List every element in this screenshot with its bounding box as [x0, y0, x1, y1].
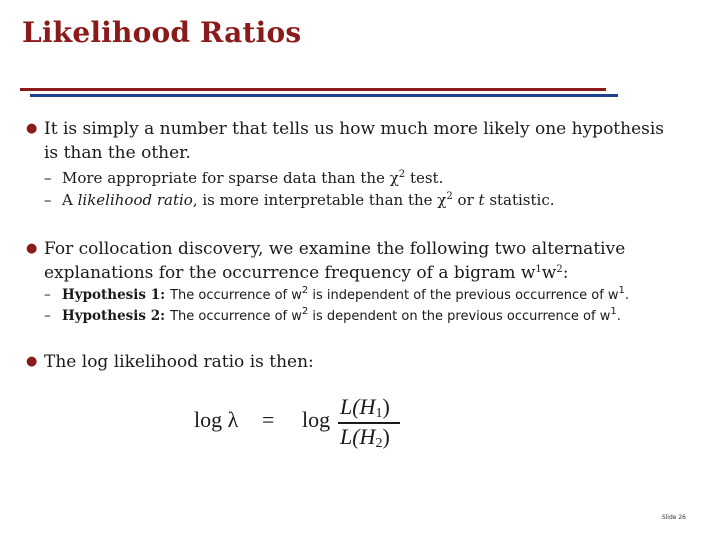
log-likelihood-equation [192, 396, 412, 450]
hypothesis-1: – Hypothesis 1: The occurrence of $w^2$ is independent of the previous occurrence of $w^1$. [44, 285, 684, 306]
dash-icon: – [44, 169, 52, 187]
equation-denominator: $L(H_2)$ [340, 424, 390, 451]
equation-lhs: log λ [194, 407, 239, 432]
title-rule-blue [30, 94, 618, 97]
title-rule-red [20, 88, 606, 91]
dash-icon: – [44, 308, 51, 324]
dash-icon: – [44, 191, 52, 209]
bullet-2 [26, 237, 666, 285]
equation-numerator: $L(H_1)$ [340, 394, 390, 421]
bullet-1-sub-1: – More appropriate for sparse data than the $\chi^2$ test. [44, 169, 444, 187]
equation-equals: = [262, 407, 275, 432]
bullet-1-text: It is simply a number that tells us how much more likely one hypothesis is than the other. [44, 119, 665, 163]
bullet-2-text: For collocation discovery, we examine the following two alternative explanations for the occurrence frequency of a bigram $w^1w^2$: [44, 239, 626, 283]
bullet-1-sub-2: – A likelihood ratio, is more interpretable than the $\chi^2$ or t statistic. [44, 191, 555, 209]
slide-number: Slide 26 [661, 514, 686, 521]
bullet-3-text: The log likelihood ratio is then: [44, 352, 314, 372]
hypothesis-2: – Hypothesis 2: The occurrence of $w^2$ is dependent on the previous occurrence of $w^1$. [44, 306, 684, 327]
bullet-dot-icon: ● [26, 121, 38, 136]
dash-icon: – [44, 287, 51, 303]
bullet-dot-icon: ● [26, 354, 38, 369]
bullet-1 [26, 117, 666, 165]
slide-title: Likelihood Ratios [22, 16, 302, 49]
bullet-3 [26, 350, 666, 374]
equation-log: log [302, 407, 331, 432]
bullet-dot-icon: ● [26, 241, 38, 256]
